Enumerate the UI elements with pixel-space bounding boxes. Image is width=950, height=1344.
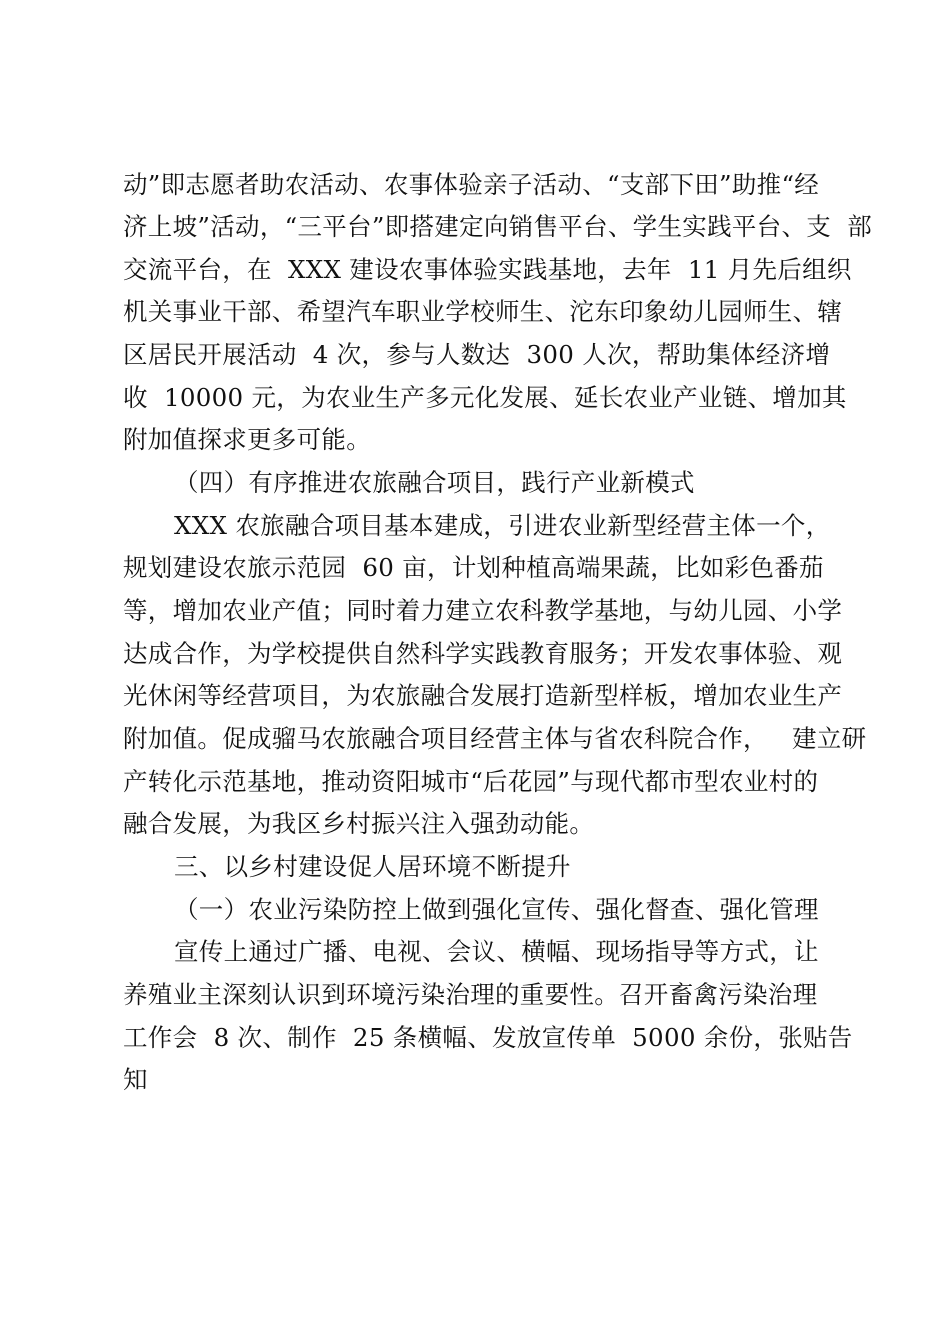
section-heading: 三、以乡村建设促人居环境不断提升 [174, 852, 571, 881]
paragraph-line: XXX 农旅融合项目基本建成，引进农业新型经营主体一个， [174, 511, 831, 540]
paragraph-line: 工作会 8 次、制作 25 条横幅、发放宣传单 5000 余份，张贴告 [123, 1023, 853, 1052]
paragraph-line: 交流平台，在 XXX 建设农事体验实践基地，去年 11 月先后组织 [123, 255, 852, 284]
paragraph-line: 附加值。促成骝马农旅融合项目经营主体与省农科院合作， 建立研 [123, 724, 867, 753]
paragraph-line: 养殖业主深刻认识到环境污染治理的重要性。召开畜禽污染治理 [123, 980, 818, 1009]
paragraph-line: 区居民开展活动 4 次，参与人数达 300 人次，帮助集体经济增 [123, 340, 831, 369]
paragraph-line: 融合发展，为我区乡村振兴注入强劲动能。 [123, 809, 595, 838]
section-heading: （一）农业污染防控上做到强化宣传、强化督查、强化管理 [174, 895, 819, 924]
paragraph-line: 达成合作，为学校提供自然科学实践教育服务；开发农事体验、观 [123, 639, 843, 668]
paragraph-line: 光休闲等经营项目，为农旅融合发展打造新型样板，增加农业生产 [123, 681, 843, 710]
paragraph-line: 产转化示范基地，推动资阳城市“后花园”与现代都市型农业村的 [123, 767, 819, 796]
paragraph-line: 济上坡”活动，“三平台”即搭建定向销售平台、学生实践平台、支 部 [123, 212, 873, 241]
section-heading: （四）有序推进农旅融合项目，践行产业新模式 [174, 468, 695, 497]
paragraph-line: 附加值探求更多可能。 [123, 425, 371, 454]
paragraph-line: 动”即志愿者助农活动、农事体验亲子活动、“支部下田”助推“经 [123, 170, 820, 199]
paragraph-line: 宣传上通过广播、电视、会议、横幅、现场指导等方式，让 [174, 937, 819, 966]
paragraph-line: 知 [123, 1065, 148, 1094]
paragraph-line: 等，增加农业产值；同时着力建立农科教学基地，与幼儿园、小学 [123, 596, 843, 625]
paragraph-line: 收 10000 元，为农业生产多元化发展、延长农业产业链、增加其 [123, 383, 847, 412]
paragraph-line: 机关事业干部、希望汽车职业学校师生、沱东印象幼儿园师生、辖 [123, 297, 843, 326]
paragraph-line: 规划建设农旅示范园 60 亩，计划种植高端果蔬，比如彩色番茄 [123, 553, 824, 582]
